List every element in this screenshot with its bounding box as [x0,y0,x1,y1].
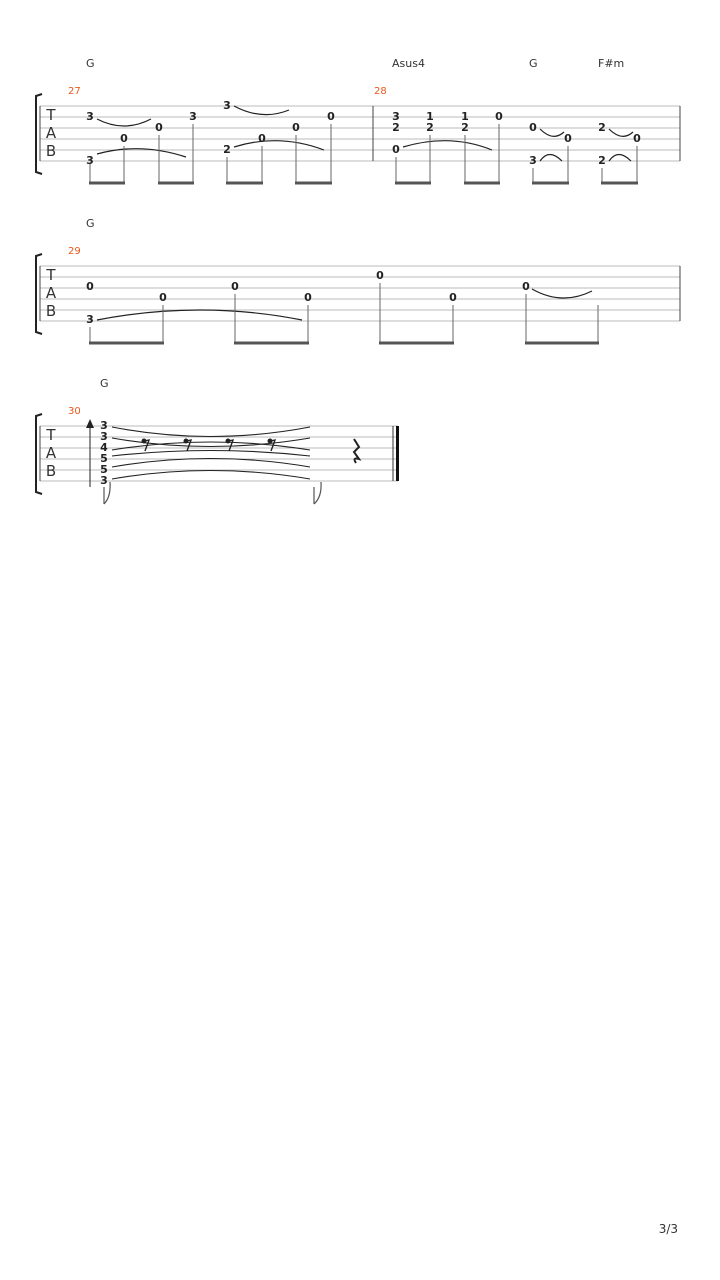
fret-number: 3 [392,110,400,123]
fret-number: 5 [100,452,108,465]
tab-clef-b: B [45,142,57,160]
tab-clef-b: B [45,302,57,320]
fret-number: 0 [155,121,163,134]
measure-number: 30 [68,406,81,417]
fret-number: 0 [327,110,335,123]
chord-label: F#m [598,57,625,70]
fret-number: 0 [633,132,641,145]
fret-number: 3 [86,313,94,326]
tab-clef-t: T [46,106,56,124]
staff-lines [40,426,398,481]
fret-number: 0 [564,132,572,145]
ties [97,289,592,320]
system-1 [36,57,680,184]
tab-clef-a: A [45,444,57,462]
fret-number: 2 [392,121,400,134]
fret-number: 1 [426,110,434,123]
chord-label: G [86,217,95,230]
tab-clef-a: A [45,124,57,142]
fret-number: 2 [461,121,469,134]
fret-number: 1 [461,110,469,123]
eighth-rest [184,439,191,451]
measure-number: 29 [68,246,81,257]
fret-number: 2 [598,154,606,167]
fret-number: 0 [392,143,400,156]
fret-number: 3 [189,110,197,123]
chord-label: G [100,377,109,390]
fret-number: 2 [598,121,606,134]
tab-clef-b: B [45,462,57,480]
ties [97,106,633,161]
tab-clef-t: T [46,266,56,284]
tab-clef-t: T [46,426,56,444]
fret-number: 0 [86,280,94,293]
fret-number: 0 [529,121,537,134]
page-number: 3/3 [658,1222,678,1236]
stems [90,124,637,184]
fret-number: 3 [100,430,108,443]
system-2 [36,217,680,344]
fret-number: 0 [292,121,300,134]
staff-lines [40,266,680,321]
measure-number: 27 [68,86,81,97]
fret-number: 0 [304,291,312,304]
eighth-rest [226,439,233,451]
staff-lines [40,106,680,161]
fret-number: 2 [223,143,231,156]
fret-number: 4 [100,441,108,454]
fret-number: 3 [100,474,108,487]
ties [112,427,310,479]
fret-number: 3 [223,99,231,112]
fret-number: 0 [376,269,384,282]
fret-number: 3 [100,419,108,432]
strum-up-arrow [86,419,94,487]
fret-number: 0 [120,132,128,145]
chord-label: G [86,57,95,70]
fret-number: 0 [449,291,457,304]
fret-number: 0 [495,110,503,123]
quarter-rest [354,439,359,463]
fret-number: 2 [426,121,434,134]
fret-number: 3 [86,110,94,123]
measure-number: 28 [374,86,387,97]
system-3 [36,377,398,504]
tab-clef-a: A [45,284,57,302]
note-stem-flag [314,482,321,504]
chord-label: G [529,57,538,70]
fret-number: 3 [529,154,537,167]
fret-number: 0 [258,132,266,145]
fret-number: 0 [159,291,167,304]
fret-number: 0 [522,280,530,293]
chord-label: Asus4 [392,57,425,70]
fret-number: 0 [231,280,239,293]
fret-number: 3 [86,154,94,167]
fret-number: 5 [100,463,108,476]
